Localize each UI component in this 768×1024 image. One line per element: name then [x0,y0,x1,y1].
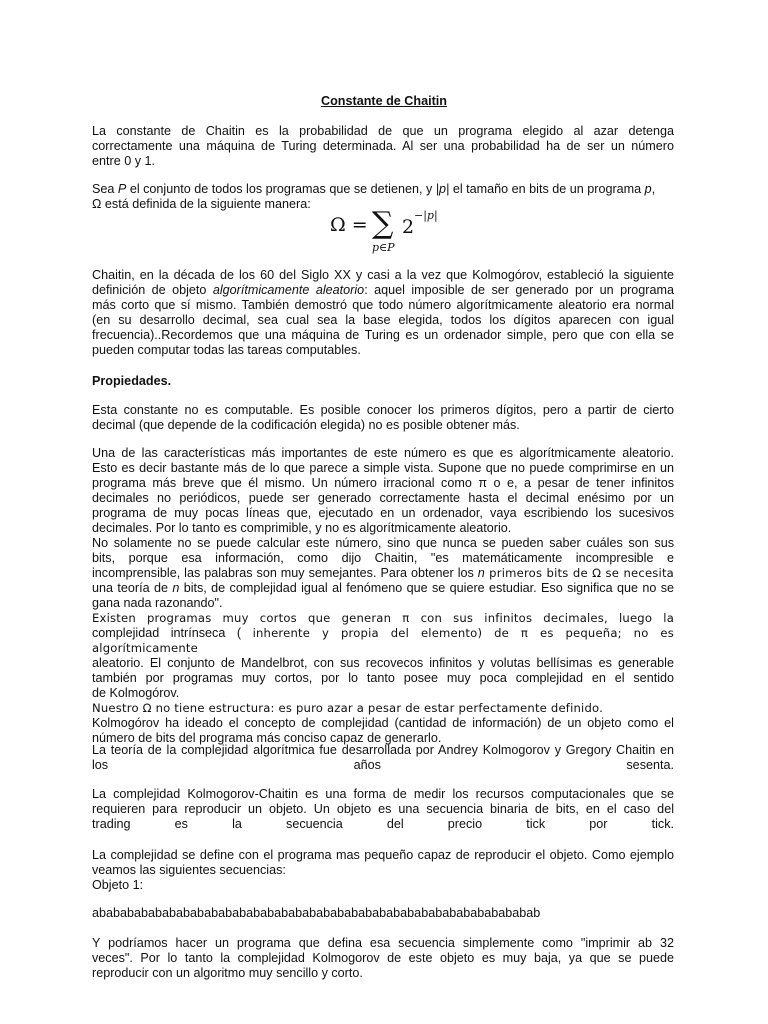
text-line: veamos las siguientes secuencias: [92,863,286,877]
paragraph-example-explanation [92,936,674,981]
text-line: Una de las características más importantes de este número es que es algorítmicamente aleatorio. [92,446,674,460]
italic-variable: p [644,182,652,196]
text-line: La teoría de la complejidad algorítmica fue desarrollada por Andrey Kolmogorov y Gregory Chaitin en [92,743,674,757]
text-line: aleatorio. El conjunto de Mandelbrot, con sus recovecos infinitos y volutas bellísimas es generable [92,656,674,670]
text-fragment: incomprensible, las palabras son muy semejantes. Para obtener los [92,566,478,580]
text-line: también por programas muy cortos, por lo tanto posee muy poca complejidad en el sentido [92,671,674,685]
text-fragment: complejidad intrínseca ( [92,626,253,640]
text-line: más corto que sí mismo. También demostró que todo número algorítmicamente aleatorio era normal [92,298,674,312]
text-line: reproducir con un algoritmo muy sencillo y corto. [92,966,363,980]
text-line: Kolmogórov ha ideado el concepto de complejidad (cantidad de información) de un objeto como el [92,716,674,730]
text-line: entre 0 y 1. [92,154,156,168]
text-fragment: el conjunto de todos los programas que se detienen, y [126,182,436,196]
text-fragment: , [651,182,656,196]
paragraph-definition [92,124,674,169]
paragraph-kolmogorov-chaitin [92,787,674,832]
paragraph-chaitin-history [92,268,674,358]
text-line: Nuestro Ω no tiene estructura: es puro azar a pesar de estar perfectamente definido. [92,701,603,715]
italic-term: algorítmicamente aleatorio [212,283,365,297]
text-fragment: primeros bits de Ω se necesita [484,566,674,580]
paragraph-not-computable [92,403,674,433]
italic-variable: n [477,566,485,580]
text-line: programa más breve que él mismo. Un número irracional como π o e, a pesar de tener infinitos [92,476,674,490]
text-line: Chaitin, en la década de los 60 del Siglo XX y casi a la vez que Kolmogórov, estableció la siguiente [92,268,674,282]
text-fragment: : aquel imposible de ser generado por un programa [364,283,675,297]
formula-base: 2 [402,216,415,238]
formula-lhs: Ω = [330,214,368,236]
italic-variable: n [172,581,180,595]
text-fragment: bits, de complejidad igual al fenómeno que se quiere estudiar. Eso significa que no se [179,581,674,595]
text-line: (en su desarrollo decimal, sea cual sea la base elegida, todos los dígitos aparecen con igual [92,313,674,327]
omega-formula [330,208,490,260]
text-line: bits, porque esa información, como dijo Chaitin, "es matemáticamente incompresible e [92,551,674,565]
text-line [92,626,674,656]
text-line: de Kolmogórov. [92,686,180,700]
text-line: Esta constante no es computable. Es posible conocer los primeros dígitos, pero a partir de cierto [92,403,674,417]
text-line: Objeto 1: [92,878,144,892]
text-line: correctamente una máquina de Turing determinada. Al ser una probabilidad ha de ser un número [92,139,674,153]
text-fragment: Sea [92,182,118,196]
example-sequence: abababababababababababababababababababababababababababababababab [92,906,541,920]
paragraph-example-intro [92,848,674,893]
text-line [92,566,674,581]
text-line: requieren para reproducir un objeto. Un objeto es una secuencia binaria de bits, en el caso del [92,802,674,816]
page-title: Constante de Chaitin [321,94,447,108]
text-line: gana nada razonando". [92,596,223,610]
text-line: Existen programas muy cortos que generan π con sus infinitos decimales, luego la [92,611,674,625]
text-line: Ω está definida de la siguiente manera: [92,197,311,211]
text-line: número de bits del programa más conciso capaz de generarlo. [92,731,442,745]
formula-subscript: p∈P [372,241,395,254]
summation-symbol: ∑ [372,206,394,241]
text-line: La constante de Chaitin es la probabilidad de que un programa elegido al azar detenga [92,124,674,138]
text-line: Y podríamos hacer un programa que defina esa secuencia simplemente como "imprimir ab 32 [92,936,674,950]
text-line: La complejidad Kolmogorov-Chaitin es una forma de medir los recursos computacionales que se [92,787,674,801]
formula-exponent: −|p| [414,209,438,222]
section-heading: Propiedades. [92,374,172,388]
paragraph-random-properties [92,446,674,746]
italic-variable: P [117,182,127,196]
text-line: decimales. Por lo tanto es comprimible, y no es algorítmicamente aleatorio. [92,521,512,535]
text-fragment: inherente y propia del elemento) de π es pequeña; no es algorítmicamente [92,626,674,655]
text-line: programa de muy pocas líneas que, ejecutado en un ordenador, vaya escribiendo los sucesivos [92,506,674,520]
text-line: pueden computar todas las tareas computables. [92,343,361,357]
text-fragment: una teoría de [92,581,173,595]
text-line: veces". Por lo tanto la complejidad Kolmogorov de este objeto es muy baja, ya que se puede [92,951,674,965]
text-line: Esto es decir bastante más de lo que parece a simple vista. Supone que no puede comprimirse en un [92,461,674,475]
italic-variable: |p| [435,182,450,196]
text-line: No solamente no se puede calcular este número, sino que nunca se pueden saber cuáles son sus [92,536,674,550]
paragraph-complexity-theory [92,743,674,773]
text-line: los años sesenta. [92,758,674,772]
text-line [92,182,674,197]
text-line: decimal (que depende de la codificación elegida) no es posible obtener más. [92,418,520,432]
text-line: decimales no periódicos, puede ser generado correctamente hasta el decimal enésimo por un [92,491,674,505]
text-fragment: definición de objeto [92,283,213,297]
text-fragment: el tamaño en bits de un programa [449,182,645,196]
text-line [92,283,674,298]
text-line [92,581,674,596]
text-line: La complejidad se define con el programa mas pequeño capaz de reproducir el objeto. Como ejemplo [92,848,674,862]
text-line: frecuencia)..Recordemos que una máquina de Turing es un ordenador simple, pero que con ella se [92,328,674,342]
text-line: trading es la secuencia del precio tick por tick. [92,817,674,831]
